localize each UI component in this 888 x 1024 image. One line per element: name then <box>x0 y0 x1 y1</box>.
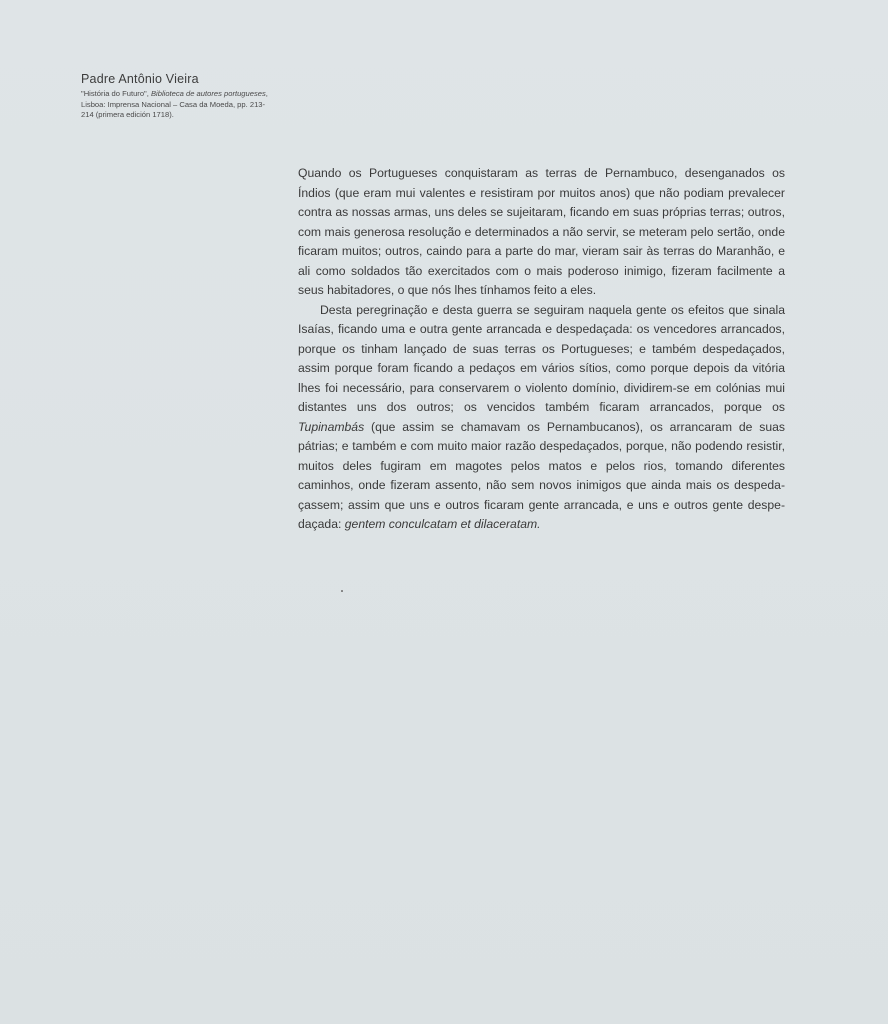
paragraph-2-part-a: Desta peregrinação e desta guerra se seguiram naquela gente os efeitos que sinala Isaías, ficando uma e outra gente arrancada e despedaçada: os vencedores arrancados, porque os tinham lançado de suas terras os Portugueses; e também despedaçados, assim porque foram ficando a pedaços em vários sítios, como porque depois da vitória lhes foi necessário, para conservarem o violento domínio, dividirem-se em colónias mui distantes uns dos outros; os vencidos também ficaram arrancados, porque os <box>298 302 785 414</box>
speck-mark <box>341 590 343 592</box>
paragraph-2 <box>298 301 785 535</box>
paragraph-2-part-b: (que assim se chamavam os Pernambucanos), os arrancaram de suas pátrias; e também e com muito maior razão despedaçados, porque, não podendo resistir, muitos deles fugiram em magotes pelos matos e pelos rios, tomando diferentes caminhos, onde fizeram assento, não sem novos inimigos que ainda mais os despedaçassem; assim que uns e outros ficaram gente arrancada, e uns e outros gente despedaçada: <box>298 419 785 531</box>
citation-reference-series: Biblioteca de autores portugueses <box>150 89 266 98</box>
paragraph-2-italic-tupinambas: Tupinambás <box>298 419 365 434</box>
paragraph-1: Quando os Portugueses conquistaram as terras de Pernambuco, desenganados os Índios (que eram mui valentes e resistiram por muitos anos) que não podiam prevalecer contra as nossas armas, uns deles se sujeitaram, ficando em suas próprias terras; outros, com mais generosa resolução e determinados a não servir, se meteram pelo sertão, onde ficaram muitos; outros, caindo para a parte do mar, vieram sair às terras do Maranhão, e ali como soldados tão exercitados com o mais poderoso inimigo, fizeram facilmente a seus habitadores, o que nós lhes tínhamos feito a eles. <box>298 166 785 297</box>
citation-reference-details: , Lisboa: Imprensa Nacional – Casa da Moeda, pp. 213-214 (primera edición 1718). <box>81 89 268 119</box>
citation-block <box>81 71 271 121</box>
citation-reference-title: "História do Futuro", <box>81 89 151 98</box>
paragraph-2-italic-latin: gentem conculcatam et dilaceratam. <box>344 517 541 531</box>
citation-reference <box>81 89 271 121</box>
citation-author: Padre Antônio Vieira <box>81 72 199 86</box>
body-text <box>298 164 785 535</box>
